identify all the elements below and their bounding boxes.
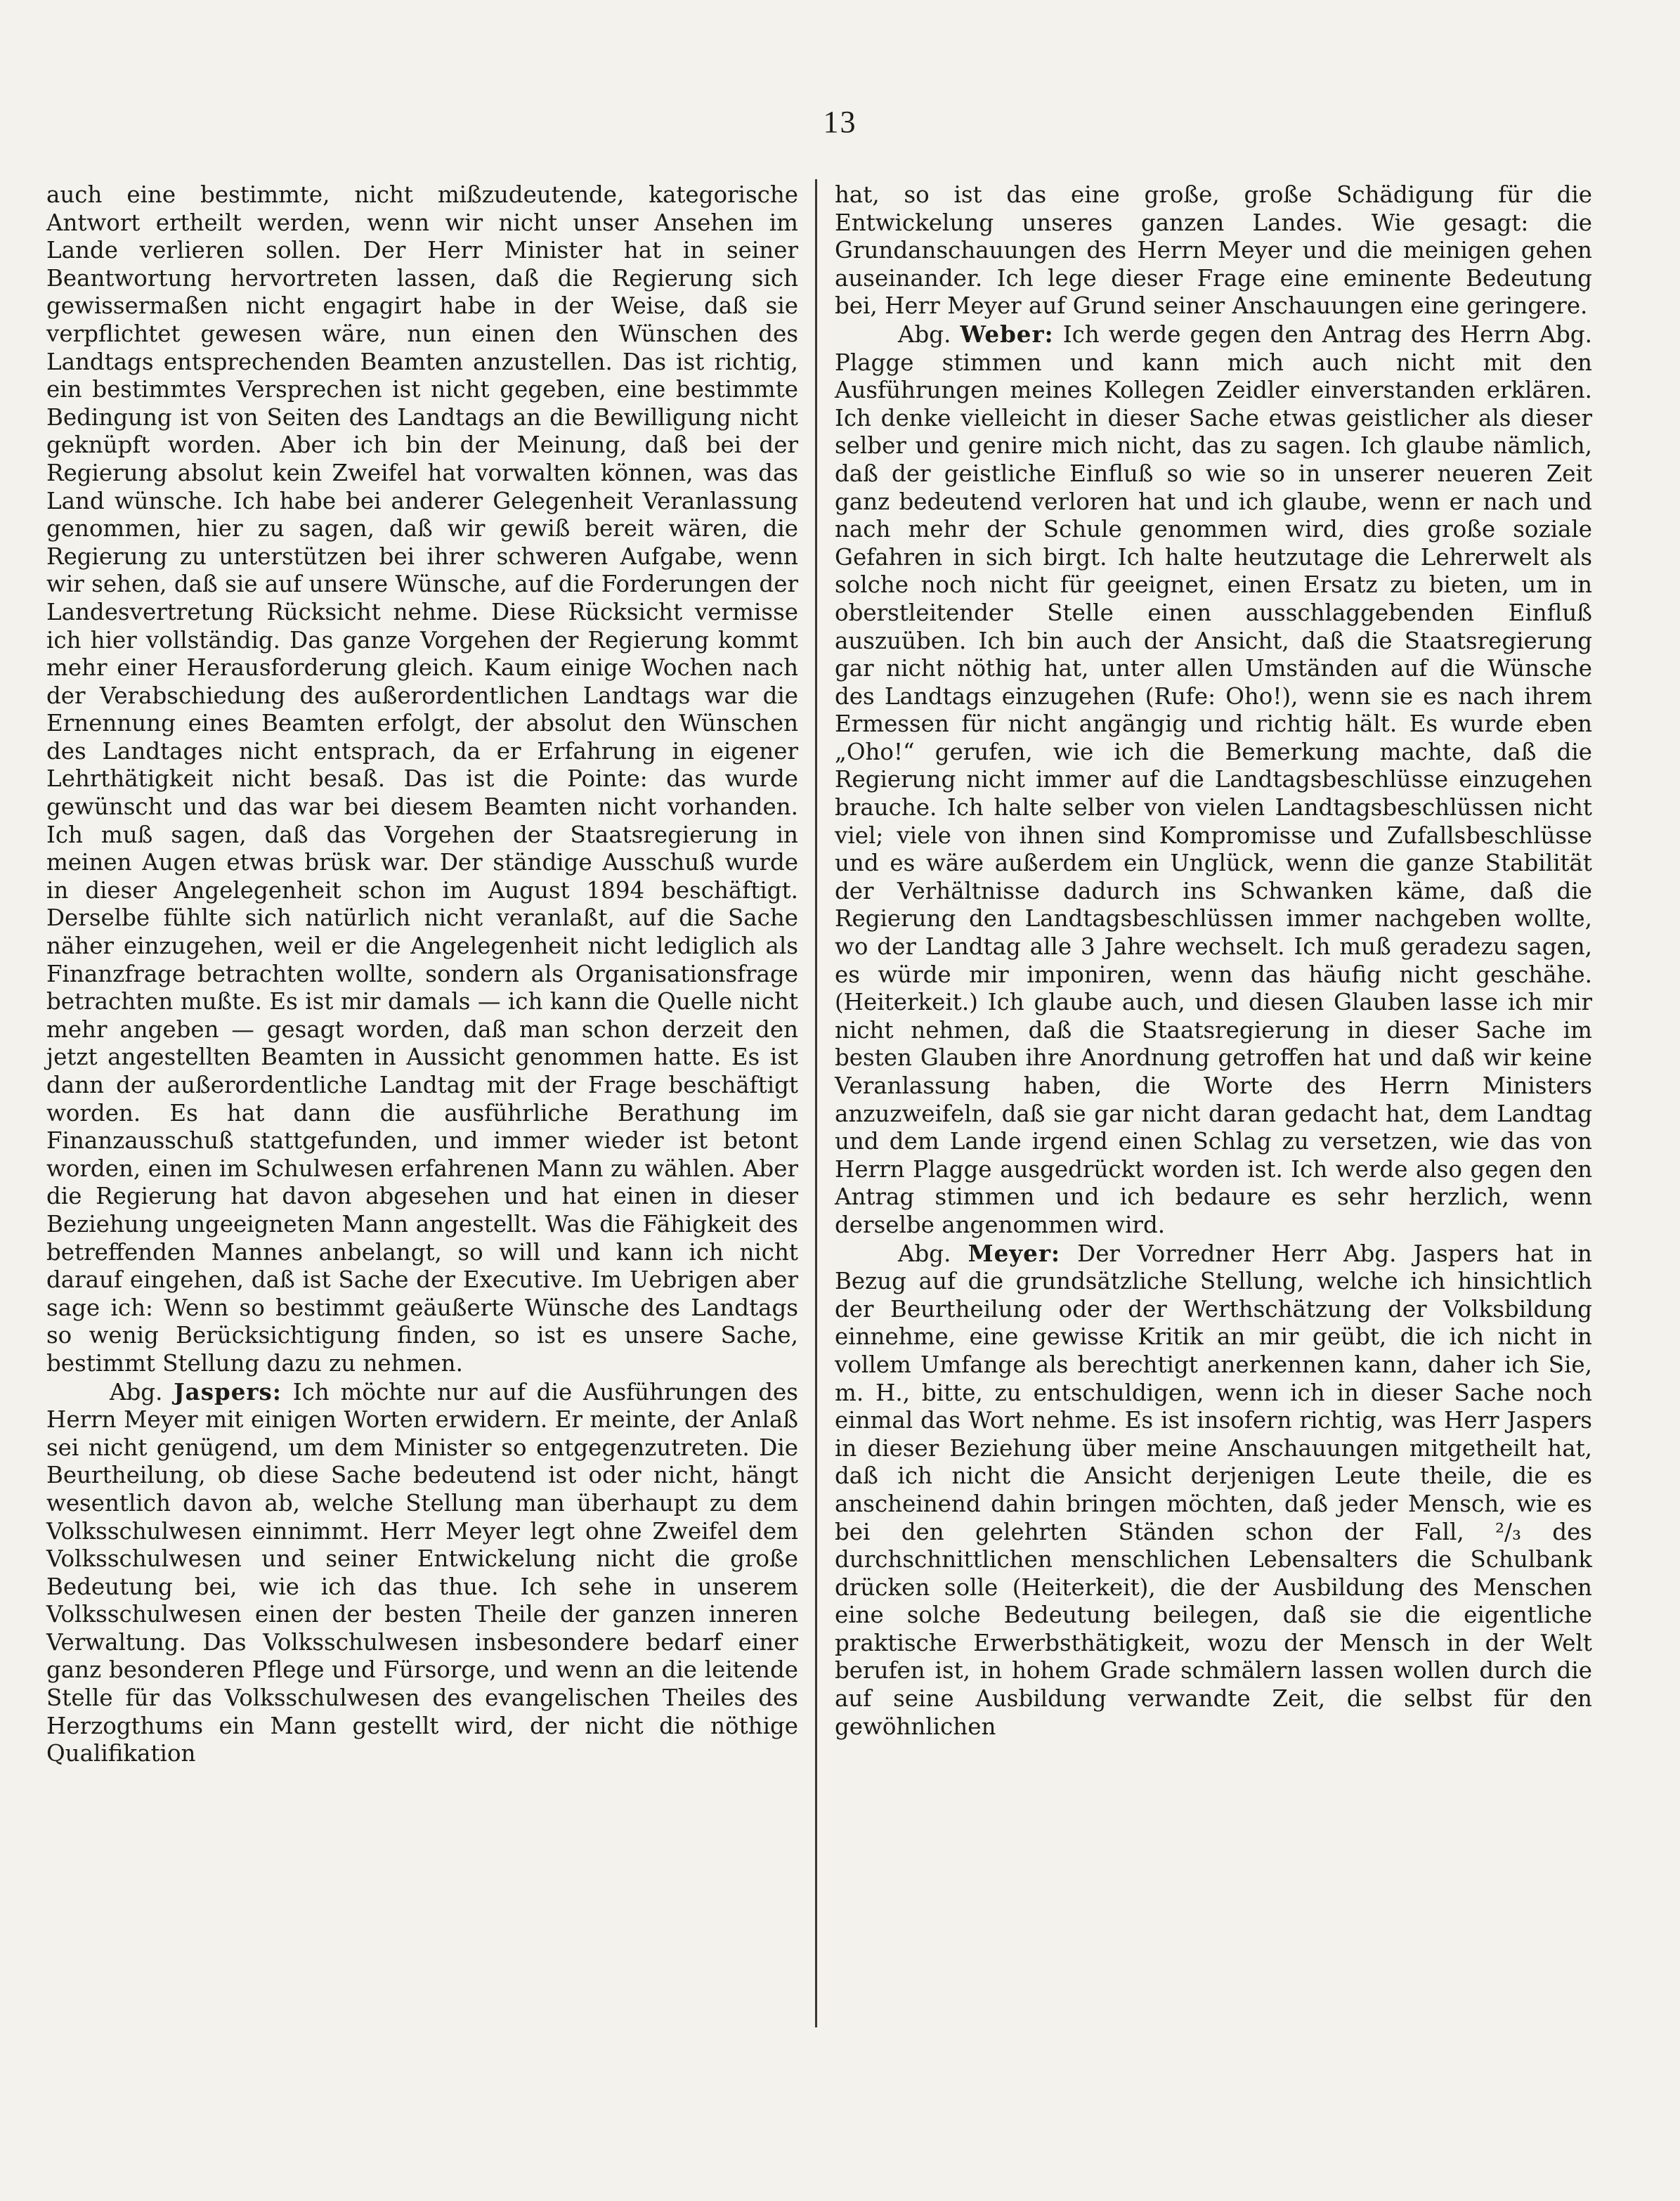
speaker-name: Meyer: — [968, 1239, 1060, 1267]
speaker-prefix: Abg. — [110, 1378, 163, 1405]
paragraph — [835, 1240, 1592, 1741]
left-column — [46, 181, 798, 1768]
paragraph-text: Ich möchte nur auf die Ausführungen des Herrn Meyer mit einigen Worten erwidern. Er meinte, der Anlaß sei nicht genügend, um dem Minister so entgegenzutreten. Die Beurtheilung, ob diese Sache bedeutend ist oder nicht, hängt wesentlich davon ab, welche Stellung man überhaupt zu dem Volksschulwesen einnimmt. Herr Meyer legt ohne Zweifel dem Volksschulwesen und seiner Entwickelung nicht die große Bedeutung bei, wie ich das thue. Ich sehe in unserem Volksschulwesen einen der besten Theile der ganzen inneren Verwaltung. Das Volksschulwesen insbesondere bedarf einer ganz besonderen Pflege und Fürsorge, und wenn an die leitende Stelle für das Volksschulwesen des evangelischen Theiles des Herzogthums ein Mann gestellt wird, der nicht die nöthige Qualifikation — [46, 1378, 798, 1767]
right-column — [835, 181, 1592, 1741]
column-divider — [815, 179, 817, 2027]
paragraph-text: Ich werde gegen den Antrag des Herrn Abg. Plagge stimmen und kann mich auch nicht mit den Ausführungen meines Kollegen Zeidler einverstanden erklären. Ich denke vielleicht in dieser Sache etwas geistlicher als dieser selber und genire mich nicht, das zu sagen. Ich glaube nämlich, daß der geistliche Einfluß so wie so in unserer neueren Zeit ganz bedeutend verloren hat und ich glaube, wenn er nach und nach mehr der Schule genommen wird, dies große soziale Gefahren in sich birgt. Ich halte heutzutage die Lehrerwelt als solche noch nicht für geeignet, einen Ersatz zu bieten, um in oberstleitender Stelle einen ausschlaggebenden Einfluß auszuüben. Ich bin auch der Ansicht, daß die Staatsregierung gar nicht nöthig hat, unter allen Umständen auf die Wünsche des Landtags einzugehen (Rufe: Oho!), wenn sie es nach ihrem Ermessen für nicht angängig und richtig hält. Es wurde eben „Oho!“ gerufen, wie ich die Bemerkung machte, daß die Regierung nicht immer auf die Landtagsbeschlüsse einzugehen brauche. Ich halte selber von vielen Landtagsbeschlüssen nicht viel; viele von ihnen sind Kompromisse und Zufallsbeschlüsse und es wäre außerdem ein Unglück, wenn die ganze Stabilität der Verhältnisse dadurch ins Schwanken käme, daß die Regierung den Landtagsbeschlüssen immer nachgeben wollte, wo der Landtag alle 3 Jahre wechselt. Ich muß geradezu sagen, es würde mir imponiren, wenn das häufig nicht geschähe. (Heiterkeit.) Ich glaube auch, und diesen Glauben lasse ich mir nicht nehmen, daß die Staatsregierung in dieser Sache im besten Glauben ihre Anordnung getroffen hat und daß wir keine Veranlassung haben, die Worte des Herrn Ministers anzuzweifeln, daß sie gar nicht daran gedacht hat, dem Landtag und dem Lande irgend einen Schlag zu versetzen, wie das von Herrn Plagge ausgedrückt worden ist. Ich werde also gegen den Antrag stimmen und ich bedaure es sehr herzlich, wenn derselbe angenommen wird. — [835, 320, 1592, 1238]
paragraph — [46, 1378, 798, 1768]
paragraph — [835, 320, 1592, 1240]
speaker-prefix: Abg. — [898, 320, 951, 348]
page-number: 13 — [823, 105, 857, 139]
speaker-name: Weber: — [960, 320, 1054, 348]
speaker-prefix: Abg. — [898, 1240, 951, 1267]
paragraph-text: Der Vorredner Herr Abg. Jaspers hat in Bezug auf die grundsätzliche Stellung, welche ich hinsichtlich der Beurtheilung oder der Werthschätzung der Volksbildung einnehme, eine gewisse Kritik an mir geübt, die ich nicht in vollem Umfange als berechtigt anerkennen kann, daher ich Sie, m. H., bitte, zu entschuldigen, wenn ich in dieser Sache noch einmal das Wort nehme. Es ist insofern richtig, was Herr Jaspers in dieser Beziehung über meine Anschauungen mitgetheilt hat, daß ich nicht die Ansicht derjenigen Leute theile, die es anscheinend dahin bringen möchten, daß jeder Mensch, wie es bei den gelehrten Ständen schon der Fall, ²/₃ des durchschnittlichen menschlichen Lebensalters die Schulbank drücken solle (Heiterkeit), die der Ausbildung des Menschen eine solche Bedeutung beilegen, daß sie die eigentliche praktische Erwerbsthätigkeit, wozu der Mensch in der Welt berufen ist, in hohem Grade schmälern lassen wollen durch die auf seine Ausbildung verwandte Zeit, die selbst für den gewöhnlichen — [835, 1240, 1592, 1740]
paragraph: auch eine bestimmte, nicht mißzudeutende, kategorische Antwort ertheilt werden, wenn wir nicht unser Ansehen im Lande verlieren sollen. Der Herr Minister hat in seiner Beantwortung hervortreten lassen, daß die Regierung sich gewissermaßen nicht engagirt habe in der Weise, daß sie verpflichtet gewesen wäre, nun einen den Wünschen des Landtags entsprechenden Beamten anzustellen. Das ist richtig, ein bestimmtes Versprechen ist nicht gegeben, eine bestimmte Bedingung ist von Seiten des Landtags an die Bewilligung nicht geknüpft worden. Aber ich bin der Meinung, daß bei der Regierung absolut kein Zweifel hat vorwalten können, was das Land wünsche. Ich habe bei anderer Gelegenheit Veranlassung genommen, hier zu sagen, daß wir gewiß bereit wären, die Regierung zu unterstützen bei ihrer schweren Aufgabe, wenn wir sehen, daß sie auf unsere Wünsche, auf die Forderungen der Landesvertretung Rücksicht nehme. Diese Rücksicht vermisse ich hier vollständig. Das ganze Vorgehen der Regierung kommt mehr einer Herausforderung gleich. Kaum einige Wochen nach der Verabschiedung des außerordentlichen Landtags war die Ernennung eines Beamten erfolgt, der absolut den Wünschen des Landtages nicht entsprach, da er Erfahrung in eigener Lehrthätigkeit nicht besaß. Das ist die Pointe: das wurde gewünscht und das war bei diesem Beamten nicht vorhanden. Ich muß sagen, daß das Vorgehen der Staatsregierung in meinen Augen etwas brüsk war. Der ständige Ausschuß wurde in dieser Angelegenheit schon im August 1894 beschäftigt. Derselbe fühlte sich natürlich nicht veranlaßt, auf die Sache näher einzugehen, weil er die Angelegenheit nicht lediglich als Finanzfrage betrachten wollte, sondern als Organisationsfrage betrachten mußte. Es ist mir damals — ich kann die Quelle nicht mehr angeben — gesagt worden, daß man schon derzeit den jetzt angestellten Beamten in Aussicht genommen hatte. Es ist dann der außerordentliche Landtag mit der Frage beschäftigt worden. Es hat dann die ausführliche Berathung im Finanzausschuß stattgefunden, und immer wieder ist betont worden, einen im Schulwesen erfahrenen Mann zu wählen. Aber die Regierung hat davon abgesehen und hat einen in dieser Beziehung ungeeigneten Mann angestellt. Was die Fähigkeit des betreffenden Mannes anbelangt, so will und kann ich nicht darauf eingehen, daß ist Sache der Executive. Im Uebrigen aber sage ich: Wenn so bestimmt geäußerte Wünsche des Landtags so wenig Berücksichtigung finden, so ist es unsere Sache, bestimmt Stellung dazu zu nehmen. — [46, 181, 798, 1377]
paragraph: hat, so ist das eine große, große Schädigung für die Entwickelung unseres ganzen Landes. Wie gesagt: die Grundanschauungen des Herrn Meyer und die meinigen gehen auseinander. Ich lege dieser Frage eine eminente Bedeutung bei, Herr Meyer auf Grund seiner Anschauungen eine geringere. — [835, 181, 1592, 320]
speaker-name: Jaspers: — [174, 1377, 282, 1405]
